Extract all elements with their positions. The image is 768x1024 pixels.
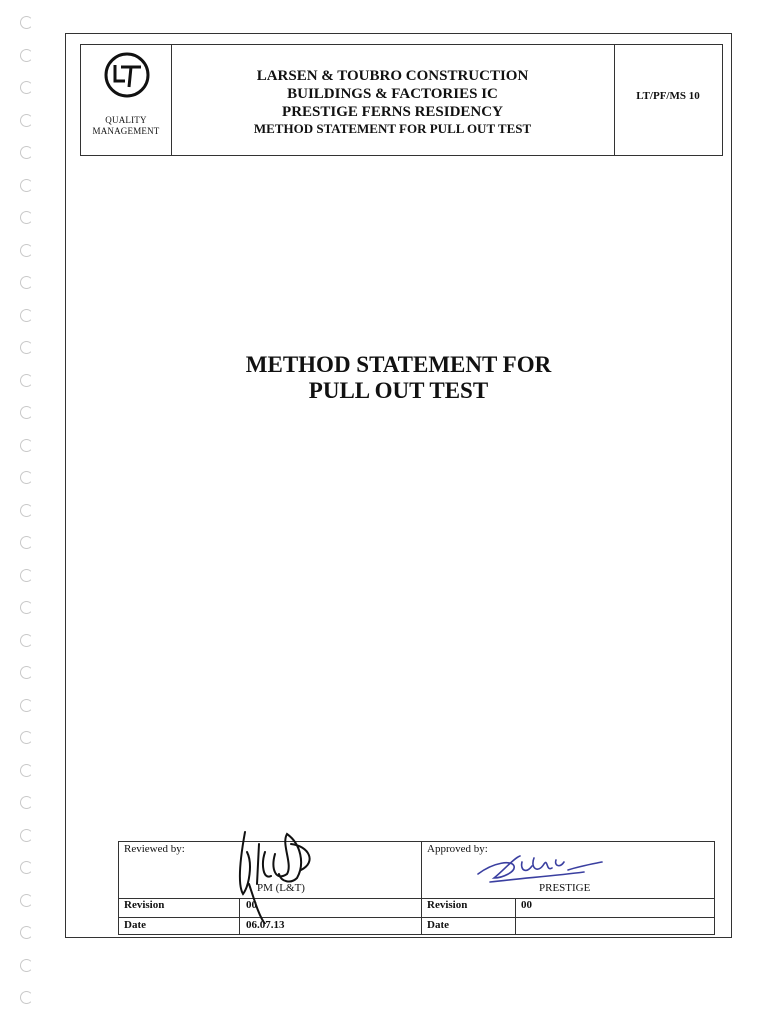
reviewer-signature bbox=[231, 824, 331, 924]
page-frame bbox=[65, 33, 732, 938]
divider bbox=[421, 842, 422, 934]
binder-hole bbox=[20, 276, 33, 289]
date-value: 06.07.13 bbox=[246, 919, 285, 931]
binder-holes bbox=[14, 10, 38, 1020]
binder-hole bbox=[20, 666, 33, 679]
approver-signature bbox=[474, 848, 604, 888]
revision-label: Revision bbox=[427, 899, 468, 911]
signoff-table bbox=[118, 841, 715, 935]
page-title-line1: METHOD STATEMENT FOR bbox=[245, 352, 552, 377]
binder-hole bbox=[20, 536, 33, 549]
logo-caption bbox=[81, 115, 171, 137]
binder-hole bbox=[20, 764, 33, 777]
revision-label: Revision bbox=[124, 899, 165, 911]
binder-hole bbox=[20, 114, 33, 127]
date-label: Date bbox=[124, 919, 146, 931]
logo-cell bbox=[81, 45, 172, 155]
binder-hole bbox=[20, 309, 33, 322]
division-name: BUILDINGS & FACTORIES IC bbox=[287, 86, 498, 102]
approver-name: PRESTIGE bbox=[539, 882, 591, 894]
lt-logo-icon bbox=[103, 51, 151, 99]
binder-hole bbox=[20, 731, 33, 744]
binder-hole bbox=[20, 861, 33, 874]
project-name: PRESTIGE FERNS RESIDENCY bbox=[282, 104, 503, 120]
divider bbox=[119, 898, 714, 899]
binder-hole bbox=[20, 634, 33, 647]
binder-hole bbox=[20, 894, 33, 907]
date-label: Date bbox=[427, 919, 449, 931]
reviewer-name: PM (L&T) bbox=[257, 882, 305, 894]
logo-caption-line2: MANAGEMENT bbox=[92, 126, 160, 136]
binder-hole bbox=[20, 179, 33, 192]
binder-hole bbox=[20, 146, 33, 159]
document-header bbox=[80, 44, 723, 156]
reviewed-by-label: Reviewed by: bbox=[124, 843, 185, 855]
binder-hole bbox=[20, 341, 33, 354]
binder-hole bbox=[20, 406, 33, 419]
binder-hole bbox=[20, 244, 33, 257]
divider bbox=[515, 898, 516, 934]
binder-hole bbox=[20, 829, 33, 842]
revision-value: 00 bbox=[246, 899, 257, 911]
binder-hole bbox=[20, 374, 33, 387]
document-subject: METHOD STATEMENT FOR PULL OUT TEST bbox=[253, 121, 532, 136]
binder-hole bbox=[20, 16, 33, 29]
binder-hole bbox=[20, 569, 33, 582]
binder-hole bbox=[20, 601, 33, 614]
page-title bbox=[65, 352, 732, 404]
doc-code: LT/PF/MS 10 bbox=[636, 90, 700, 102]
binder-hole bbox=[20, 959, 33, 972]
company-name: LARSEN & TOUBRO CONSTRUCTION bbox=[256, 68, 529, 84]
binder-hole bbox=[20, 991, 33, 1004]
binder-hole bbox=[20, 439, 33, 452]
binder-hole bbox=[20, 699, 33, 712]
binder-hole bbox=[20, 471, 33, 484]
doc-code-cell bbox=[614, 45, 722, 155]
revision-value: 00 bbox=[521, 899, 532, 911]
divider bbox=[119, 917, 714, 918]
approved-by-label: Approved by: bbox=[427, 843, 488, 855]
binder-hole bbox=[20, 796, 33, 809]
binder-hole bbox=[20, 81, 33, 94]
binder-hole bbox=[20, 211, 33, 224]
header-title-block bbox=[171, 67, 614, 137]
title-cell bbox=[171, 45, 615, 155]
binder-hole bbox=[20, 49, 33, 62]
page-title-line2: PULL OUT TEST bbox=[308, 378, 489, 403]
binder-hole bbox=[20, 926, 33, 939]
binder-hole bbox=[20, 504, 33, 517]
logo-caption-line1: QUALITY bbox=[105, 115, 147, 125]
